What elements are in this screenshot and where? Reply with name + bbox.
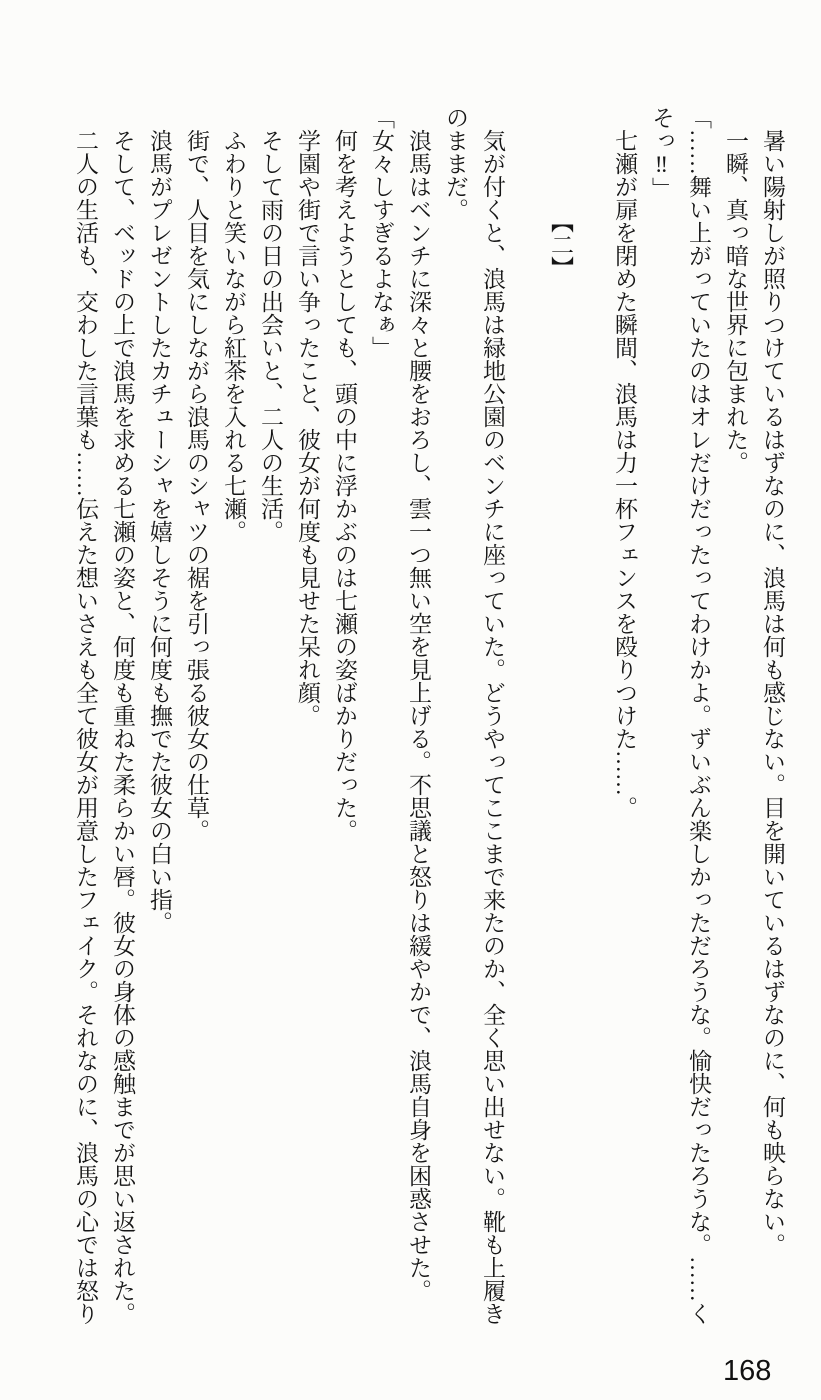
paragraph: 気が付くと、浪馬は緑地公園のベンチに座っていた。どうやってここまで来たのか、全く思い出せない。靴も上履きのままだ。 bbox=[443, 106, 505, 1325]
page-number: 168 bbox=[723, 1355, 772, 1387]
page-text-body bbox=[31, 106, 791, 1328]
dialogue-line: 「女々しすぎるよなぁ」 bbox=[369, 106, 394, 359]
paragraph: 浪馬はベンチに深々と腰をおろし、雲一つ無い空を見上げる。不思議と怒りは緩やかで、浪馬自身を困惑させた。 bbox=[406, 129, 431, 1302]
section-heading: 【二】 bbox=[548, 209, 573, 279]
paragraph: 七瀬が扉を閉めた瞬間、浪馬は力一杯フェンスを殴りつけた……。 bbox=[612, 129, 637, 819]
paragraph: 一瞬、真っ暗な世界に包まれた。 bbox=[723, 129, 748, 474]
dialogue-line: 「……舞い上がっていたのはオレだけだったってわけかよ。ずいぶん楽しかっただろうな。愉快だったろうな。……くそっ‼」 bbox=[649, 106, 711, 1325]
paragraph: 浪馬がプレゼントしたカチューシャを嬉しそうに何度も撫でた彼女の白い指。 bbox=[147, 129, 172, 934]
paragraph: 街で、人目を気にしながら浪馬のシャツの裾を引っ張る彼女の仕草。 bbox=[184, 129, 209, 842]
paragraph: 学園や街で言い争ったこと、彼女が何度も見せた呆れ顔。 bbox=[295, 129, 320, 727]
paragraph: 暑い陽射しが照りつけているはずなのに、浪馬は何も感じない。目を開いているはずなのに、何も映らない。 bbox=[760, 129, 785, 1256]
paragraph: ふわりと笑いながら紅茶を入れる七瀬。 bbox=[221, 129, 246, 543]
paragraph: 何を考えようとしても、頭の中に浮かぶのは七瀬の姿ばかりだった。 bbox=[332, 129, 357, 842]
paragraph: そして、ベッドの上で浪馬を求める七瀬の姿と、何度も重ねた柔らかい唇。彼女の身体の感触までが思い返された。 bbox=[110, 129, 135, 1325]
paragraph: 二人の生活も、交わした言葉も……伝えた想いさえも全て彼女が用意したフェイク。それなのに、浪馬の心では怒り bbox=[73, 129, 98, 1325]
paragraph: そして雨の日の出会いと、二人の生活。 bbox=[258, 129, 283, 543]
